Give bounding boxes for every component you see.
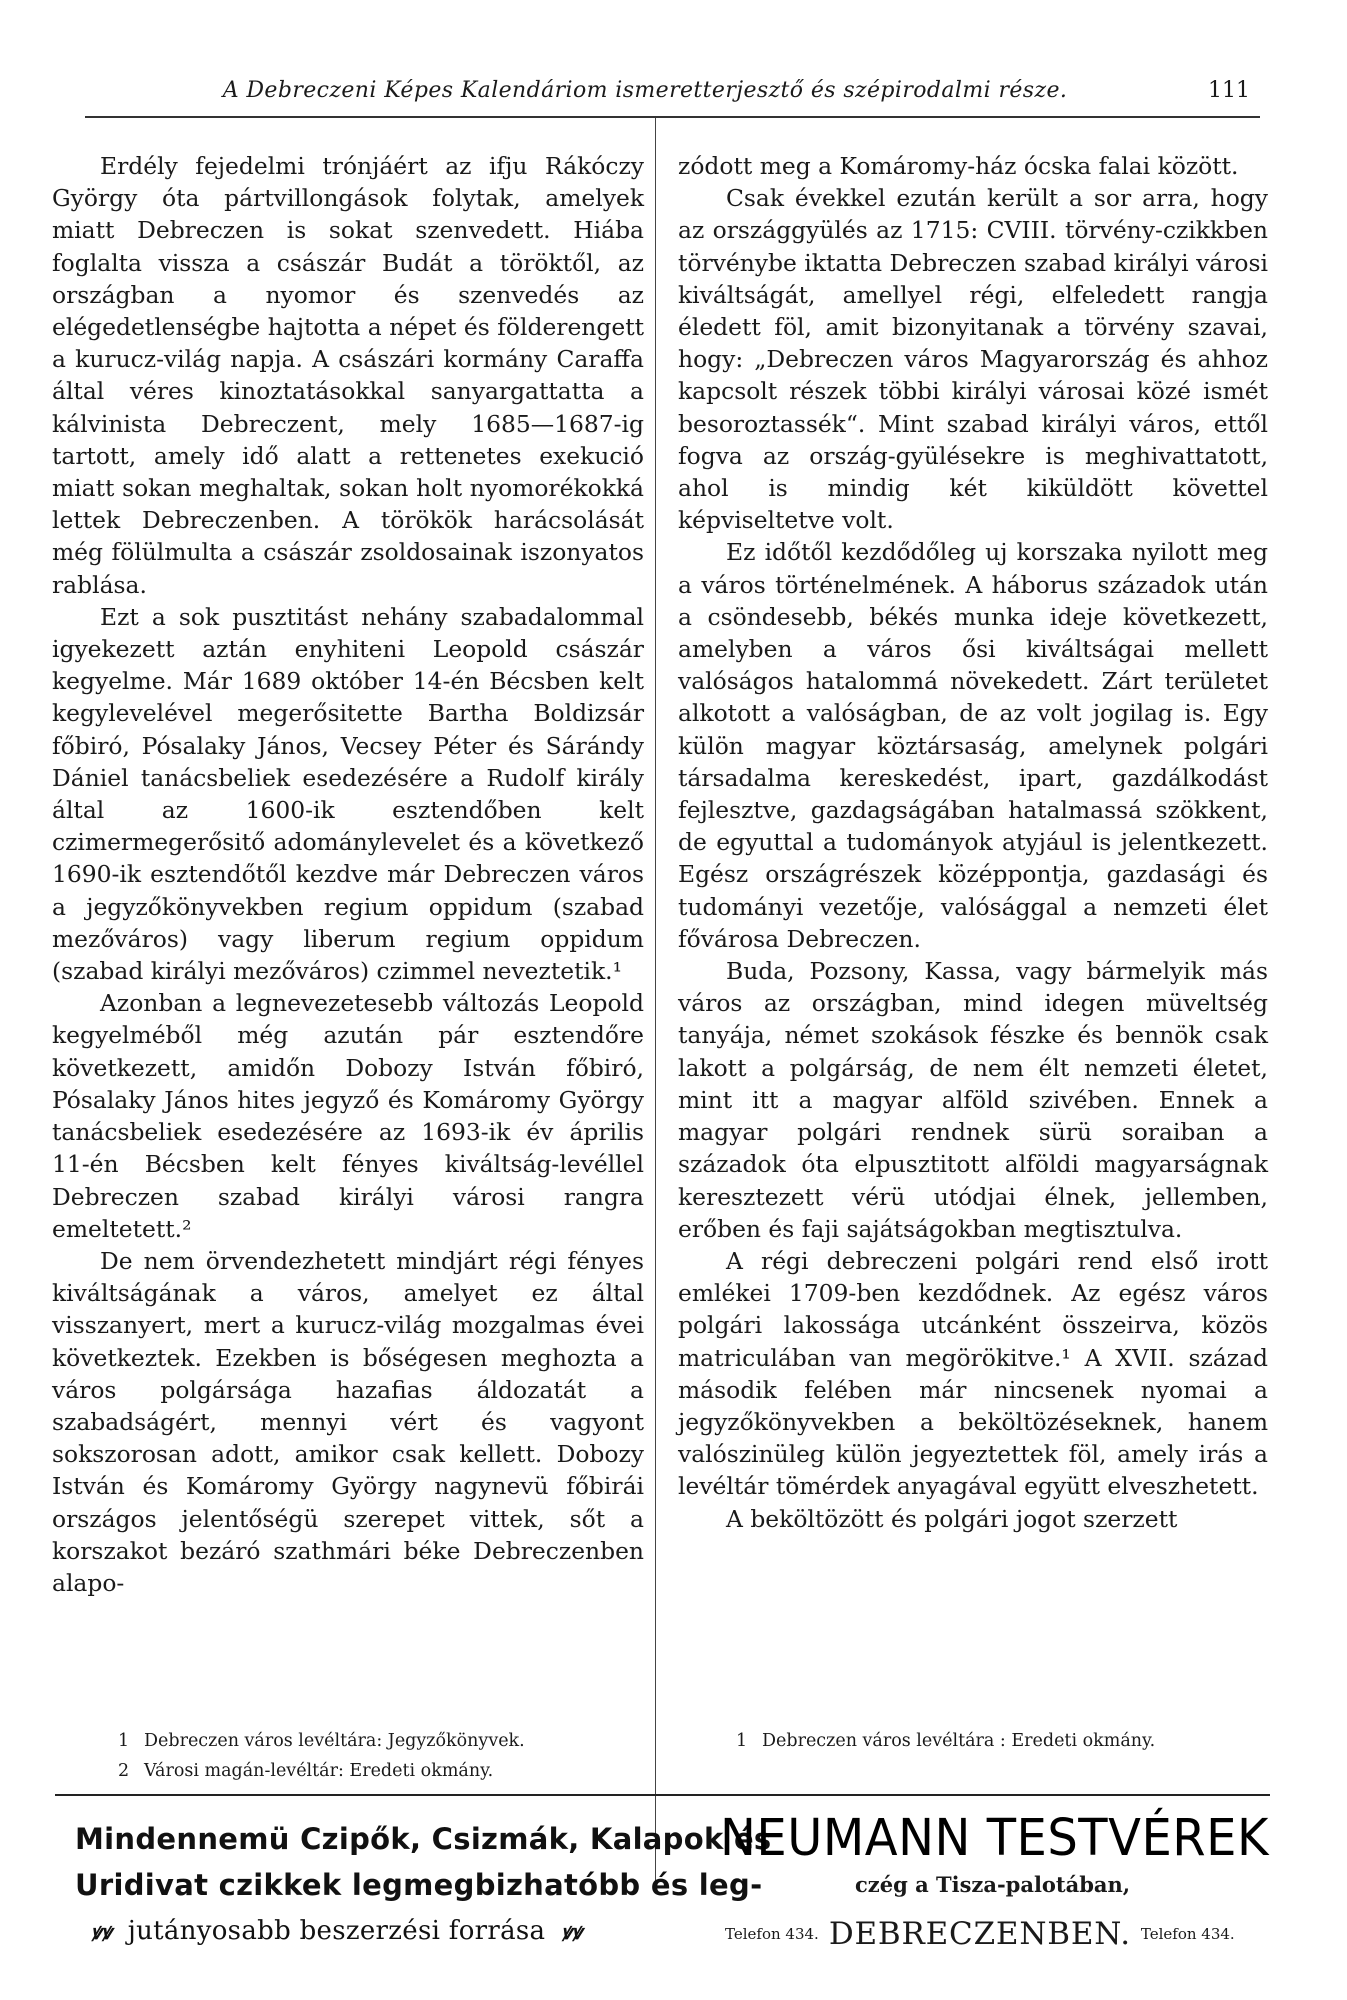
footnote-text: Városi magán-levéltár: Eredeti okmány. xyxy=(144,1761,494,1781)
ad-line-3 xyxy=(75,1916,598,1946)
paragraph: Azonban a legnevezetesebb változás Leopold kegyelméből még azután pár esztendőre következett, amidőn Dobozy István főbiró, Pósalaky János hites jegyző és Komáromy György tanácsbeliek esedezésére az 1693-ik év április 11-én Bécsben kelt fényes kiváltság-levéllel Debreczen szabad királyi városi rangra emeltetett.² xyxy=(52,989,644,1243)
paragraph: Erdély fejedelmi trónjáért az ifju Rákóczy György óta pártvillongások folytak, amelyek miatt Debreczen is sokat szenvedett. Hiába foglalta vissza a császár Budát a töröktől, az országban a nyomor és szenvedés az elégedetlenségbe hajtotta a népet és földerengett a kurucz-világ napja. A császári kormány Caraffa által véres kinoztatásokkal sanyargattatta a kálvinista Debreczent, mely 1685—1687-ig tartott, amely idő alatt a rettenetes exekució miatt sokan meghaltak, sokan holt nyomorékokká lettek Debreczenben. A törökök harácsolását még fölülmulta a császár zsoldosainak iszonyatos rablása. xyxy=(52,152,644,599)
paragraph: zódott meg a Komáromy-ház ócska falai között. xyxy=(678,152,1239,180)
brand-name: NEUMANN TESTVÉREK xyxy=(720,1808,1269,1868)
brand-subtitle: czég a Tisza-palotában, xyxy=(855,1872,1131,1897)
footnote xyxy=(118,1756,648,1786)
footnote xyxy=(736,1726,1266,1756)
paragraph: Ezt a sok pusztitást nehány szabadalommal igyekezett aztán enyhiteni Leopold császár kegyelme. Már 1689 október 14-én Bécsben kelt kegylevelével megerősitette Bartha Boldizsár főbiró, Pósalaky János, Vecsey Péter és Sárándy Dániel tanácsbeliek esedezésére a Rudolf király által az 1600-ik esztendőben kelt czimermegerősitő adománylevelet és a következő 1690-ik esztendőtől kezdve már Debreczen város a jegyzőkönyvekben regium oppidum (szabad mezőváros) vagy liberum regium oppidum (szabad királyi mezőváros) czimmel neveztetik.¹ xyxy=(52,602,644,986)
ad-line-1: Mindennemü Czipők, Csizmák, Kalapok és xyxy=(75,1822,772,1856)
footnote-number: 1 xyxy=(118,1731,130,1751)
header-rule xyxy=(85,116,1260,118)
footnote-number: 1 xyxy=(736,1731,748,1751)
advertisement-rule xyxy=(55,1794,1270,1796)
ad-line-2: Uridivat czikkek legmegbizhatóbb és leg- xyxy=(75,1868,763,1902)
brand-city-row xyxy=(725,1916,1235,1952)
footnote-number: 2 xyxy=(118,1761,130,1781)
telefon-left: Telefon 434. xyxy=(725,1925,819,1943)
paragraph: Csak évekkel ezután került a sor arra, hogy az országgyülés az 1715: CVIII. törvény-czikkben törvénybe iktatta Debreczen szabad királyi városi kiváltságát, amellyel régi, elfeledett rangja éledett föl, amit bizonyitanak a törvény szavai, hogy: „Debreczen város Magyarország és ahhoz kapcsolt részek többi királyi városai közé ismét besoroztassék“. Mint szabad királyi város, ettől fogva az ország-gyülésekre is meghivattatott, ahol is mindig két kiküldött követtel képviseltetve volt. xyxy=(678,184,1268,535)
left-column xyxy=(52,150,644,1599)
right-column xyxy=(678,150,1268,1535)
running-header-title: A Debreczeni Képes Kalendáriom ismeretterjesztő és szépirodalmi része. xyxy=(222,78,1068,103)
page-number: 111 xyxy=(1208,78,1250,103)
paragraph: A régi debreczeni polgári rend első irott emlékei 1709-ben kezdődnek. Az egész város polgári lakossága utcánként összeirva, közös matriculában van megörökitve.¹ A XVII. század második felében már nincsenek nyomai a jegyzőkönyvekben a beköltözéseknek, hanem valószinüleg külön jegyeztettek föl, amely irás a levéltár tömérdek anyagával együtt elveszhetett. xyxy=(678,1246,1268,1501)
footnote-text: Debreczen város levéltára: Jegyzőkönyvek. xyxy=(144,1731,525,1751)
paragraph: Buda, Pozsony, Kassa, vagy bármelyik más város az országban, mind idegen müveltség tanyája, német szokások fészke és bennök csak lakott a polgárság, de nem élt nemzeti életet, mint itt a magyar alföld szivében. Ennek a magyar polgári rendnek sürü soraiban a századok óta elpusztitott alföldi magyarságnak keresztezett vérü utódjai élnek, jellemben, erőben és faji sajátságokban megtisztulva. xyxy=(678,957,1268,1243)
column-divider xyxy=(655,118,656,1888)
ornament-left-icon: ꝟꝟ xyxy=(91,1920,112,1944)
running-header xyxy=(160,78,1250,112)
telefon-right: Telefon 434. xyxy=(1140,1925,1235,1943)
brand-city: DEBRECZENBEN. xyxy=(828,1916,1131,1952)
ad-line-3-text: jutányosabb beszerzési forrása xyxy=(127,1916,546,1946)
footnotes-left xyxy=(118,1726,648,1786)
footnote xyxy=(118,1726,648,1756)
ornament-right-icon: ꝟꝟ xyxy=(561,1920,583,1944)
paragraph: A beköltözött és polgári jogot szerzett xyxy=(726,1504,1178,1533)
footnotes-right xyxy=(736,1726,1266,1756)
advertisement xyxy=(55,1808,1295,1972)
footnote-text: Debreczen város levéltára : Eredeti okmány. xyxy=(762,1731,1156,1751)
paragraph: De nem örvendezhetett mindjárt régi fényes kiváltságának a város, amelyet ez által visszanyert, mert a kurucz-világ mozgalmas évei következtek. Ezekben is bőségesen meghozta a város polgársága hazafias áldozatát a szabadságért, mennyi vért és vagyont sokszorosan adott, amikor csak kellett. Dobozy István és Komáromy György nagynevü főbirái országos jelentőségü szerepet vittek, sőt a korszakot bezáró szathmári béke Debreczenben alapo- xyxy=(52,1246,644,1597)
paragraph: Ez időtől kezdődőleg uj korszaka nyilott meg a város történelmének. A háborus századok után a csöndesebb, békés munka ideje következett, amelyben a város ősi kiváltságai mellett valóságos hatalommá növekedett. Zárt területet alkotott a valóságban, de az volt jogilag is. Egy külön magyar köztársaság, amelynek polgári társadalma kereskedést, ipart, gazdálkodást fejlesztve, gazdagságában hatalmassá szökkent, de egyuttal a tudományok atyjául is jelentkezett. Egész országrészek középpontja, gazdasági és tudományi vezetője, valósággal a nemzeti élet fővárosa Debreczen. xyxy=(678,538,1268,953)
